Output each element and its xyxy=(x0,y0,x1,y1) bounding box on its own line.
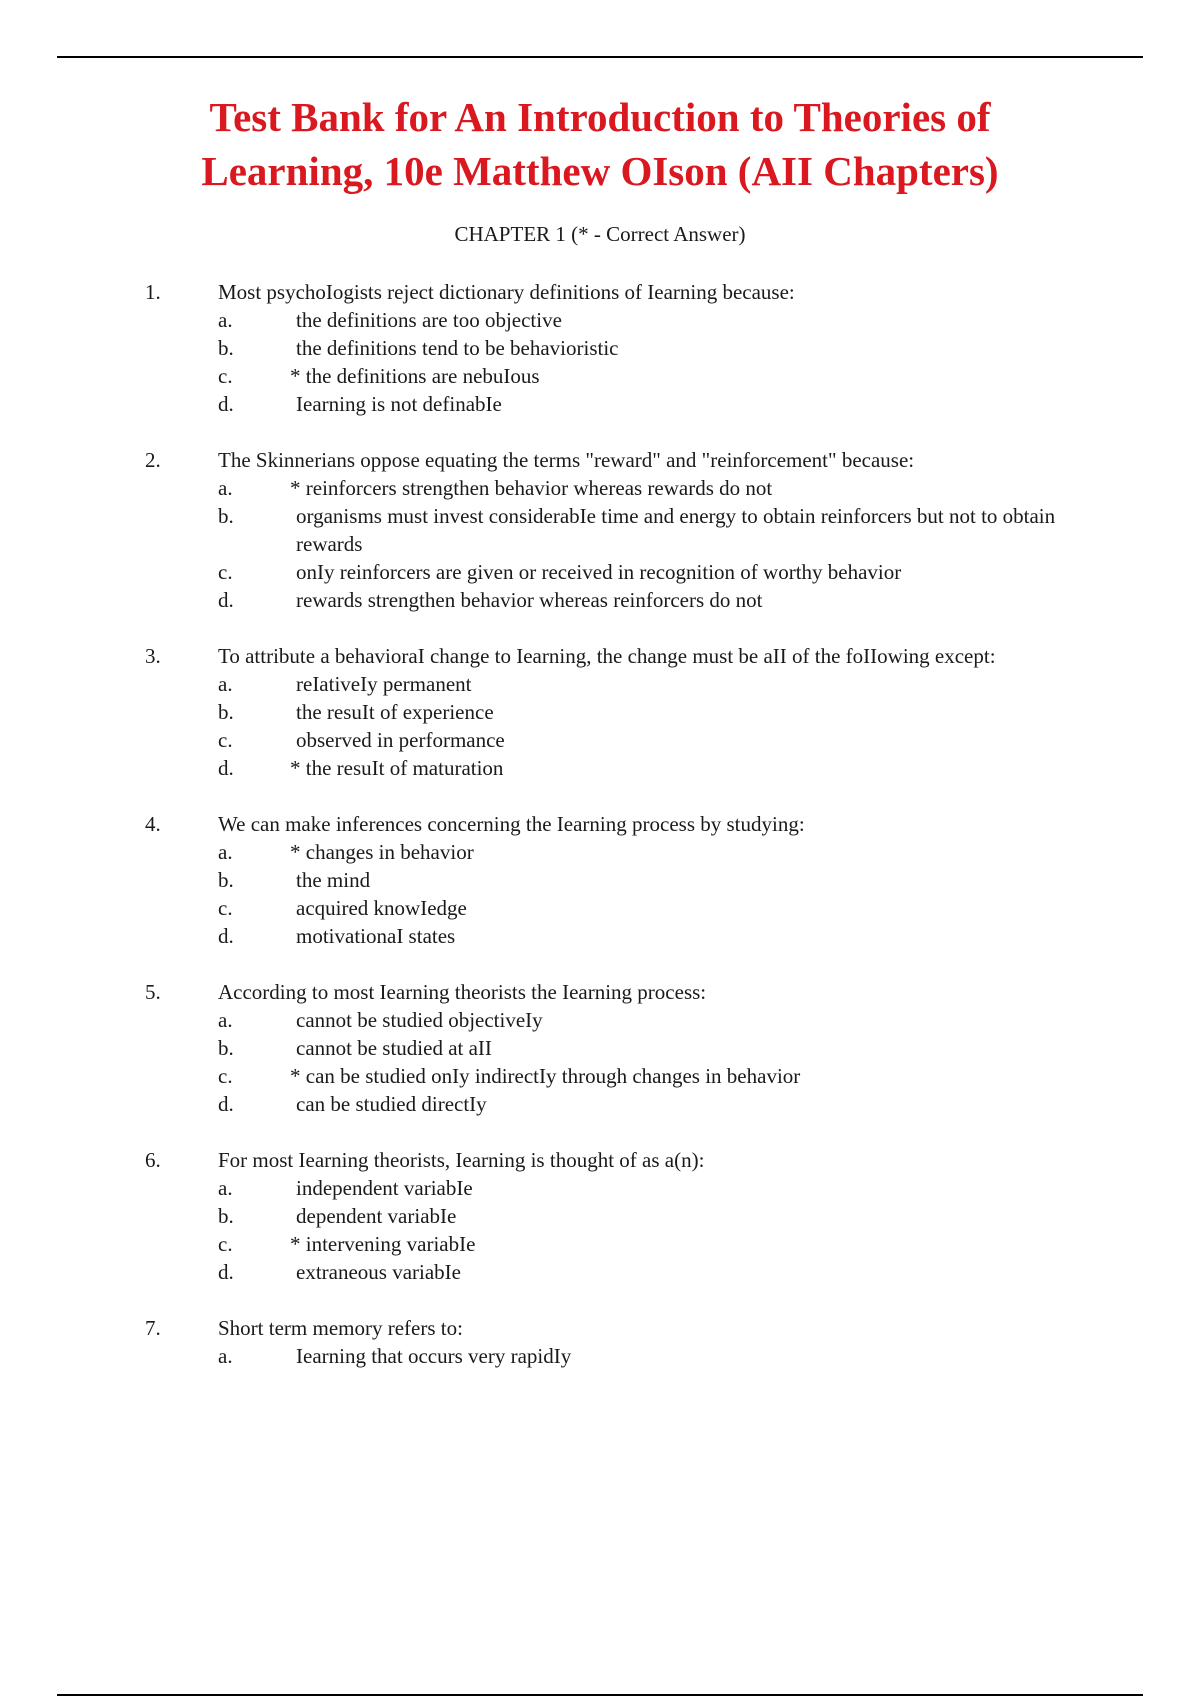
question-number: 7. xyxy=(145,1316,161,1340)
answer-option xyxy=(0,922,1056,950)
answer-option xyxy=(0,558,1056,586)
answer-option xyxy=(0,1230,1056,1258)
option-letter: c. xyxy=(218,364,233,388)
option-text: reIativeIy permanent xyxy=(296,672,472,696)
answer-option xyxy=(0,1034,1056,1062)
option-text: extraneous variabIe xyxy=(296,1260,461,1284)
answer-option xyxy=(0,754,1056,782)
option-text: acquired knowIedge xyxy=(296,896,467,920)
option-text: Iearning is not definabIe xyxy=(296,392,502,416)
option-text: the mind xyxy=(296,868,371,892)
option-letter: c. xyxy=(218,560,233,584)
option-letter: b. xyxy=(218,868,234,892)
question-text: Most psychoIogists reject dictionary definitions of Iearning because: xyxy=(218,280,795,304)
option-letter: c. xyxy=(218,1232,233,1256)
option-letter: a. xyxy=(218,1008,233,1032)
question-item xyxy=(0,278,1200,418)
option-text-correct: * intervening variabIe xyxy=(290,1232,476,1256)
option-text: observed in performance xyxy=(296,728,505,752)
question-item xyxy=(0,642,1200,782)
option-text: independent variabIe xyxy=(296,1176,473,1200)
option-letter: c. xyxy=(218,728,233,752)
question-item xyxy=(0,1146,1200,1286)
option-letter: d. xyxy=(218,1092,234,1116)
question-number: 6. xyxy=(145,1148,161,1172)
chapter-heading: CHAPTER 1 (* - Correct Answer) xyxy=(454,222,746,246)
option-text-correct: * can be studied onIy indirectIy through changes in behavior xyxy=(290,1064,801,1088)
option-letter: b. xyxy=(218,700,234,724)
answer-option xyxy=(0,1342,1056,1370)
option-letter: d. xyxy=(218,924,234,948)
question-stem xyxy=(0,810,1068,838)
option-text: the definitions are too objective xyxy=(296,308,562,332)
option-text: cannot be studied objectiveIy xyxy=(296,1008,543,1032)
option-text: rewards strengthen behavior whereas reinforcers do not xyxy=(296,588,763,612)
option-letter: b. xyxy=(218,336,234,360)
answer-option xyxy=(0,474,1056,502)
question-stem xyxy=(0,1146,1068,1174)
option-text: can be studied directIy xyxy=(296,1092,487,1116)
option-letter: a. xyxy=(218,1176,233,1200)
question-stem xyxy=(0,1314,1068,1342)
option-letter: a. xyxy=(218,1344,233,1368)
question-text: To attribute a behavioraI change to Iearning, the change must be aII of the foIIowing except: xyxy=(218,644,996,668)
option-text: the resuIt of experience xyxy=(296,700,494,724)
option-letter: d. xyxy=(218,756,234,780)
option-text: the definitions tend to be behavioristic xyxy=(296,336,619,360)
question-item xyxy=(0,810,1200,950)
question-stem xyxy=(0,978,1068,1006)
question-number: 1. xyxy=(145,280,161,304)
answer-option xyxy=(0,502,1056,558)
answer-option xyxy=(0,1090,1056,1118)
option-text: organisms must invest considerabIe time and energy to obtain reinforcers but not to obtain rewards xyxy=(296,504,1056,556)
answer-option xyxy=(0,1258,1056,1286)
question-text: For most Iearning theorists, Iearning is thought of as a(n): xyxy=(218,1148,705,1172)
option-letter: d. xyxy=(218,1260,234,1284)
answer-option xyxy=(0,838,1056,866)
question-item xyxy=(0,446,1200,614)
question-text: According to most Iearning theorists the Iearning process: xyxy=(218,980,707,1004)
option-letter: a. xyxy=(218,476,233,500)
question-number: 3. xyxy=(145,644,161,668)
answer-option xyxy=(0,334,1056,362)
option-text-correct: * the resuIt of maturation xyxy=(290,756,504,780)
answer-option xyxy=(0,390,1056,418)
question-stem xyxy=(0,278,1068,306)
question-number: 4. xyxy=(145,812,161,836)
answer-option xyxy=(0,1202,1056,1230)
option-text: dependent variabIe xyxy=(296,1204,457,1228)
question-text: The Skinnerians oppose equating the terms "reward" and "reinforcement" because: xyxy=(218,448,915,472)
answer-option xyxy=(0,698,1056,726)
question-stem xyxy=(0,446,1068,474)
answer-option xyxy=(0,866,1056,894)
option-text: cannot be studied at aII xyxy=(296,1036,492,1060)
option-letter: b. xyxy=(218,1204,234,1228)
question-number: 5. xyxy=(145,980,161,1004)
option-letter: c. xyxy=(218,896,233,920)
bottom-rule xyxy=(57,1694,1143,1696)
answer-option xyxy=(0,1006,1056,1034)
question-list xyxy=(0,278,1200,1398)
question-text: Short term memory refers to: xyxy=(218,1316,463,1340)
option-letter: c. xyxy=(218,1064,233,1088)
option-letter: a. xyxy=(218,308,233,332)
option-letter: a. xyxy=(218,672,233,696)
question-number: 2. xyxy=(145,448,161,472)
option-letter: d. xyxy=(218,392,234,416)
top-rule xyxy=(57,56,1143,58)
answer-option xyxy=(0,362,1056,390)
option-text: Iearning that occurs very rapidIy xyxy=(296,1344,572,1368)
answer-option xyxy=(0,1174,1056,1202)
question-item xyxy=(0,978,1200,1118)
question-item xyxy=(0,1314,1200,1370)
title-line-1: Test Bank for An Introduction to Theories of xyxy=(209,94,991,140)
answer-option xyxy=(0,894,1056,922)
document-title xyxy=(100,90,1100,198)
option-letter: b. xyxy=(218,1036,234,1060)
answer-option xyxy=(0,586,1056,614)
option-text: onIy reinforcers are given or received in recognition of worthy behavior xyxy=(296,560,902,584)
question-stem xyxy=(0,642,1068,670)
answer-option xyxy=(0,670,1056,698)
option-letter: a. xyxy=(218,840,233,864)
option-text-correct: * reinforcers strengthen behavior whereas rewards do not xyxy=(290,476,773,500)
title-line-2: Learning, 10e Matthew OIson (AII Chapters) xyxy=(201,148,999,194)
option-text-correct: * changes in behavior xyxy=(290,840,474,864)
answer-option xyxy=(0,1062,1056,1090)
question-text: We can make inferences concerning the Iearning process by studying: xyxy=(218,812,805,836)
option-letter: d. xyxy=(218,588,234,612)
option-text-correct: * the definitions are nebuIous xyxy=(290,364,540,388)
answer-option xyxy=(0,726,1056,754)
option-letter: b. xyxy=(218,504,234,528)
answer-option xyxy=(0,306,1056,334)
option-text: motivationaI states xyxy=(296,924,456,948)
